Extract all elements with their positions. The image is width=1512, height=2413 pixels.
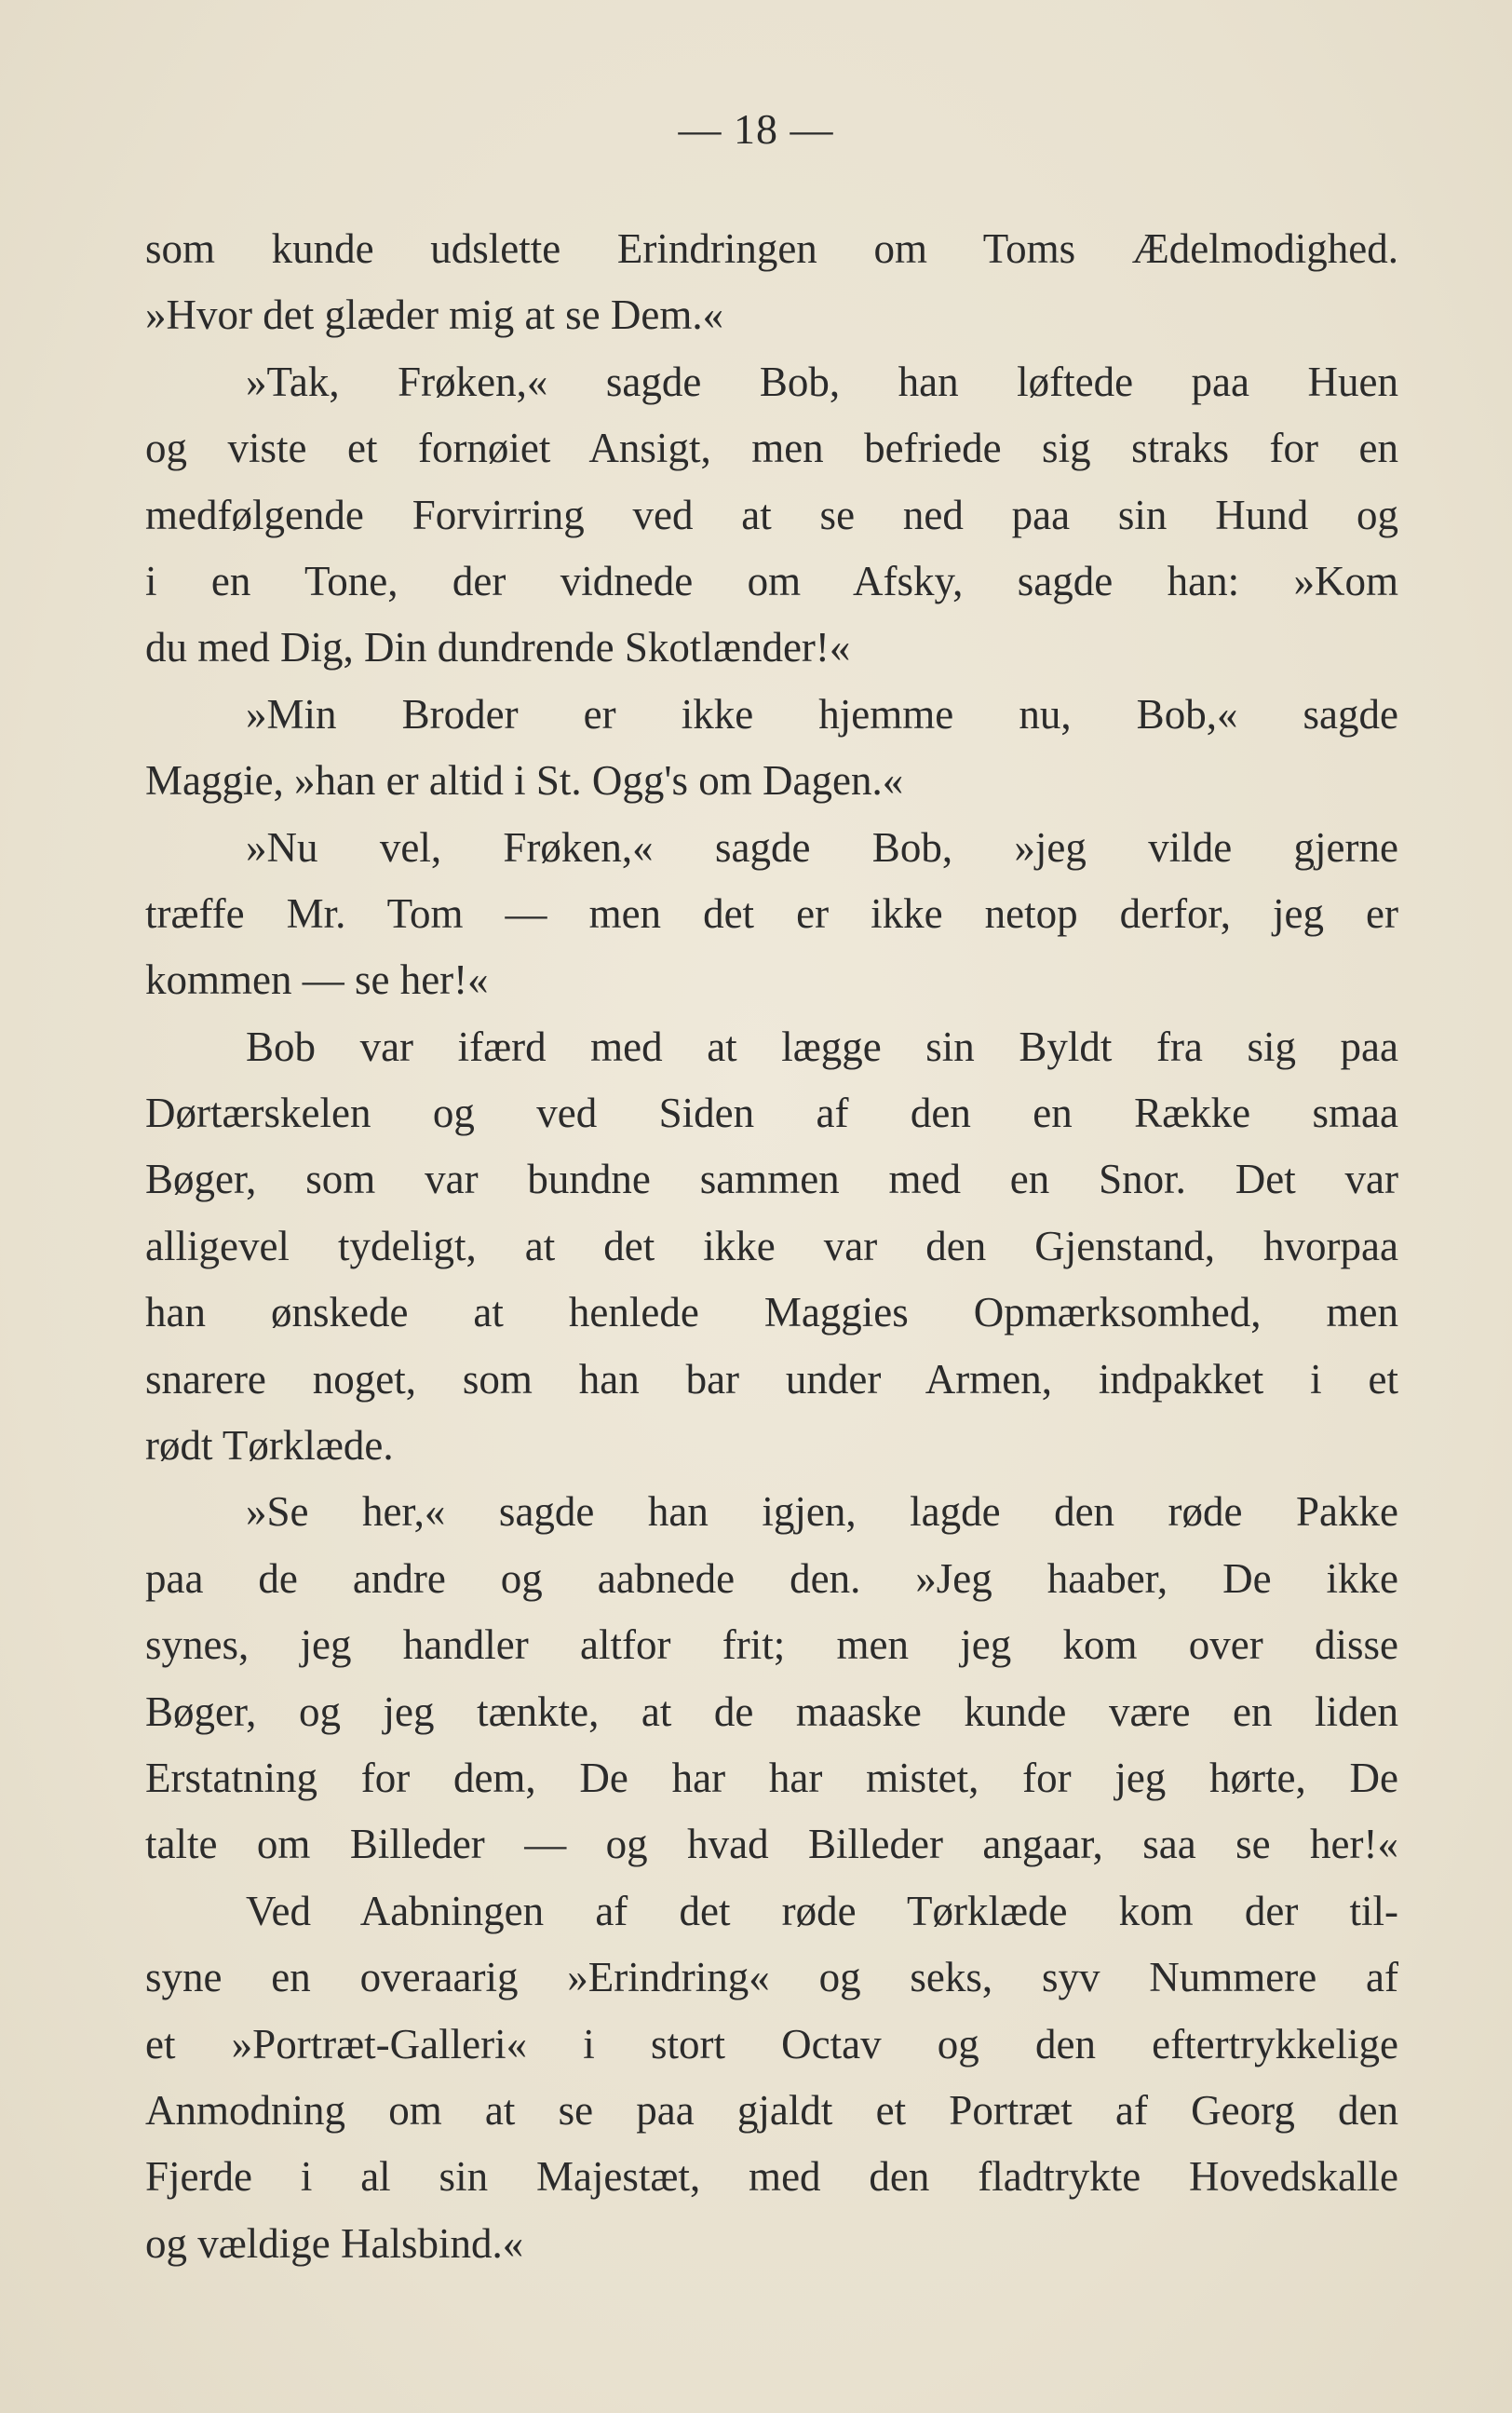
text-line: synes, jeg handler altfor frit; men jeg kom over disse [145, 1621, 1398, 1669]
text-line: Erstatning for dem, De har har mistet, for jeg hørte, De [145, 1754, 1398, 1801]
text-line: »Tak, Frøken,« sagde Bob, han løftede paa Huen [246, 358, 1398, 405]
text-line: og viste et fornøiet Ansigt, men befriede sig straks for en [145, 425, 1398, 472]
text-line: Ved Aabningen af det røde Tørklæde kom der til- [246, 1887, 1398, 1934]
text-line: træffe Mr. Tom — men det er ikke netop derfor, jeg er [145, 889, 1398, 937]
text-line: snarere noget, som han bar under Armen, indpakket i et [145, 1355, 1398, 1403]
text-line: »Nu vel, Frøken,« sagde Bob, »jeg vilde gjerne [246, 823, 1398, 871]
text-line: Fjerde i al sin Majestæt, med den fladtrykte Hovedskalle [145, 2153, 1398, 2201]
text-line: paa de andre og aabnede den. »Jeg haaber, De ikke [145, 1554, 1398, 1602]
text-line: Bøger, og jeg tænkte, at de maaske kunde være en liden [145, 1688, 1398, 1735]
text-line: og vældige Halsbind.« [145, 2219, 524, 2267]
text-line: kommen — se her!« [145, 956, 489, 1004]
text-line: du med Dig, Din dundrende Skotlænder!« [145, 624, 851, 671]
text-line: han ønskede at henlede Maggies Opmærksomhed, men [145, 1289, 1398, 1336]
text-line: et »Portræt-Galleri« i stort Octav og den eftertrykkelige [145, 2020, 1398, 2067]
text-line: som kunde udslette Erindringen om Toms Ædelmodighed. [145, 225, 1398, 272]
text-line: rødt Tørklæde. [145, 1422, 394, 1470]
text-line: Bob var ifærd med at lægge sin Byldt fra sig paa [246, 1023, 1398, 1070]
text-line: medfølgende Forvirring ved at se ned paa sin Hund og [145, 491, 1398, 538]
text-line: »Se her,« sagde han igjen, lagde den røde Pakke [246, 1488, 1398, 1536]
page-number: — 18 — [678, 105, 834, 153]
text-line: Anmodning om at se paa gjaldt et Portræt af Georg den [145, 2086, 1398, 2134]
text-line: Maggie, »han er altid i St. Ogg's om Dagen.« [145, 757, 904, 805]
body-text [145, 216, 1398, 2277]
text-line: »Hvor det glæder mig at se Dem.« [145, 291, 724, 339]
text-line: alligevel tydeligt, at det ikke var den Gjenstand, hvorpaa [145, 1222, 1398, 1269]
text-line: i en Tone, der vidnede om Afsky, sagde han: »Kom [145, 557, 1398, 604]
text-line: Dørtærskelen og ved Siden af den en Række smaa [145, 1090, 1398, 1137]
text-line: talte om Billeder — og hvad Billeder angaar, saa se her!« [145, 1821, 1398, 1868]
text-line: »Min Broder er ikke hjemme nu, Bob,« sagde [246, 690, 1398, 738]
text-line: syne en overaarig »Erindring« og seks, syv Nummere af [145, 1954, 1398, 2001]
text-line: Bøger, som var bundne sammen med en Snor. Det var [145, 1156, 1398, 1203]
